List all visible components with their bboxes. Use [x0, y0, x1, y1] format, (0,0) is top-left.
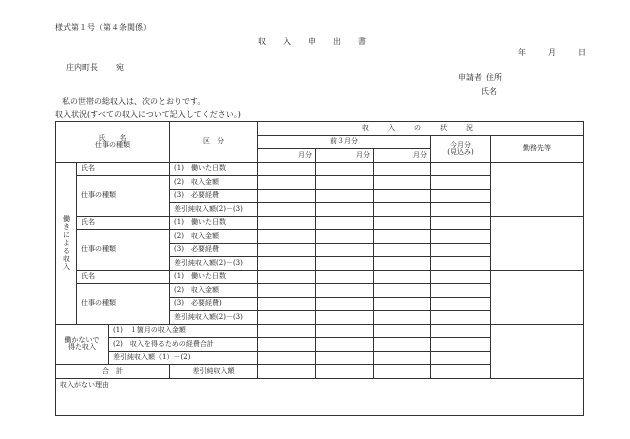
cell[interactable] [258, 230, 316, 244]
cell[interactable] [316, 189, 374, 203]
cell[interactable] [316, 270, 374, 284]
cell[interactable] [316, 257, 374, 271]
person-2-days: (1) 働いた日数 [170, 216, 258, 230]
person-3-name-label: 氏名 [77, 270, 170, 284]
cell[interactable] [316, 162, 374, 176]
cell[interactable] [316, 338, 374, 352]
cell[interactable] [431, 162, 491, 176]
cell[interactable] [316, 203, 374, 217]
header-month-1: 月分 [258, 149, 316, 163]
cell[interactable] [316, 216, 374, 230]
cell[interactable] [374, 176, 431, 190]
person-2-job-label: 仕事の種類 [77, 230, 170, 271]
cell[interactable] [431, 203, 491, 217]
header-this-month [431, 135, 491, 162]
cell[interactable] [316, 243, 374, 257]
non-working-label-line1: 働かないで [64, 336, 100, 345]
cell[interactable] [258, 297, 316, 311]
header-job-label: 仕事の種類 [95, 140, 131, 149]
header-name: 氏 名 [98, 133, 127, 142]
cell[interactable] [316, 297, 374, 311]
applicant-address-line [458, 74, 502, 82]
cell[interactable] [258, 176, 316, 190]
cell[interactable] [374, 351, 431, 365]
person-3-expense: (3) 必要経費) [170, 297, 258, 311]
cell[interactable] [431, 176, 491, 190]
date-year-label: 年 [518, 48, 526, 57]
cell[interactable] [258, 324, 316, 338]
cell[interactable] [316, 311, 374, 325]
working-income-label: 働きによる収入 [56, 162, 77, 324]
person-3-job-label: 仕事の種類 [77, 284, 170, 325]
recipient-suffix: 宛 [116, 63, 124, 72]
cell[interactable] [374, 270, 431, 284]
recipient-name: 庄内町長 [66, 63, 98, 72]
total-label: 合 計 [56, 365, 170, 379]
cell[interactable] [374, 365, 431, 379]
cell[interactable] [258, 311, 316, 325]
cell[interactable] [258, 338, 316, 352]
person-1-net: 差引純収入額(2)－(3) [170, 203, 258, 217]
header-month-3: 月分 [374, 149, 431, 163]
cell[interactable] [374, 162, 431, 176]
applicant-address-label: 住所 [486, 73, 502, 82]
non-working-label [56, 324, 109, 365]
document-title: 収入申出書 [258, 37, 383, 46]
cell[interactable] [374, 216, 431, 230]
statement: 私の世帯の総収入は、次のとおりです。 [62, 97, 206, 106]
header-status: 収 入 の 状 況 [258, 122, 584, 136]
cell[interactable] [258, 270, 316, 284]
person-2-employer[interactable] [491, 216, 584, 270]
cell[interactable] [258, 243, 316, 257]
header-month-2: 月分 [316, 149, 374, 163]
cell[interactable] [316, 230, 374, 244]
header-this-month-label: 今月分 [450, 140, 472, 149]
cell[interactable] [258, 257, 316, 271]
cell[interactable] [258, 162, 316, 176]
cell[interactable] [258, 351, 316, 365]
person-3-income: (2) 収入金額 [170, 284, 258, 298]
cell[interactable] [431, 284, 491, 298]
cell[interactable] [374, 297, 431, 311]
cell[interactable] [258, 365, 316, 379]
cell[interactable] [374, 230, 431, 244]
cell[interactable] [431, 324, 491, 338]
person-2-name-label: 氏名 [77, 216, 170, 230]
cell[interactable] [431, 216, 491, 230]
person-2-net: 差引純収入額(2)－(3) [170, 257, 258, 271]
cell[interactable] [374, 189, 431, 203]
recipient [66, 64, 124, 72]
cell[interactable] [258, 216, 316, 230]
cell[interactable] [431, 338, 491, 352]
person-3-days: (1) 働いた日数 [170, 270, 258, 284]
form-number: 様式第１号（第４条関係） [55, 23, 151, 32]
cell[interactable] [374, 203, 431, 217]
header-prev3: 前３月分 [258, 135, 431, 149]
cell[interactable] [431, 257, 491, 271]
cell[interactable] [374, 311, 431, 325]
cell[interactable] [258, 189, 316, 203]
non-working-label-line2: 得た収入 [68, 343, 96, 352]
cell[interactable] [374, 243, 431, 257]
date-day-label: 日 [578, 48, 586, 57]
person-1-name-label: 氏名 [77, 162, 170, 176]
non-working-employer[interactable] [491, 324, 584, 378]
person-1-expense: (3) 必要経費 [170, 189, 258, 203]
cell[interactable] [374, 338, 431, 352]
non-working-expense: (2) 収入を得るための経費合計 [109, 338, 258, 352]
cell[interactable] [316, 284, 374, 298]
cell[interactable] [258, 284, 316, 298]
cell[interactable] [431, 297, 491, 311]
cell[interactable] [258, 203, 316, 217]
cell[interactable] [316, 176, 374, 190]
date-month-label: 月 [548, 48, 556, 57]
cell[interactable] [431, 243, 491, 257]
no-income-reason-label: 収入がない理由 [60, 380, 109, 389]
person-2-expense: (3) 必要経費 [170, 243, 258, 257]
cell[interactable] [316, 365, 374, 379]
header-employer: 勤務先等 [491, 135, 584, 162]
cell[interactable] [431, 189, 491, 203]
cell[interactable] [431, 365, 491, 379]
person-1-employer[interactable] [491, 162, 584, 216]
person-3-net: 差引純収入額(2)－(3) [170, 311, 258, 325]
income-table [55, 121, 584, 416]
cell[interactable] [374, 284, 431, 298]
header-kubun: 区 分 [170, 122, 258, 163]
applicant-label: 申請者 [458, 73, 482, 82]
non-working-net: 差引純収入額（1）－(2) [109, 351, 258, 365]
date-line [518, 49, 586, 57]
no-income-reason[interactable] [56, 378, 584, 415]
person-2-income: (2) 収入金額 [170, 230, 258, 244]
cell[interactable] [374, 324, 431, 338]
person-1-days: (1) 働いた日数 [170, 162, 258, 176]
person-3-employer[interactable] [491, 270, 584, 324]
cell[interactable] [431, 351, 491, 365]
cell[interactable] [431, 230, 491, 244]
cell[interactable] [316, 351, 374, 365]
non-working-monthly: (1) １箇月の収入金額 [109, 324, 258, 338]
total-kubun: 差引純収入額 [170, 365, 258, 379]
header-name-cell [56, 122, 170, 163]
person-1-job-label: 仕事の種類 [77, 176, 170, 217]
cell[interactable] [374, 257, 431, 271]
cell[interactable] [431, 270, 491, 284]
cell[interactable] [316, 324, 374, 338]
header-this-month-note: (見込み) [447, 147, 474, 156]
cell[interactable] [431, 311, 491, 325]
applicant-name-label: 氏名 [481, 87, 497, 96]
section-heading: 収入状況(すべての収入について記入してください。) [55, 110, 241, 119]
person-1-income: (2) 収入金額 [170, 176, 258, 190]
